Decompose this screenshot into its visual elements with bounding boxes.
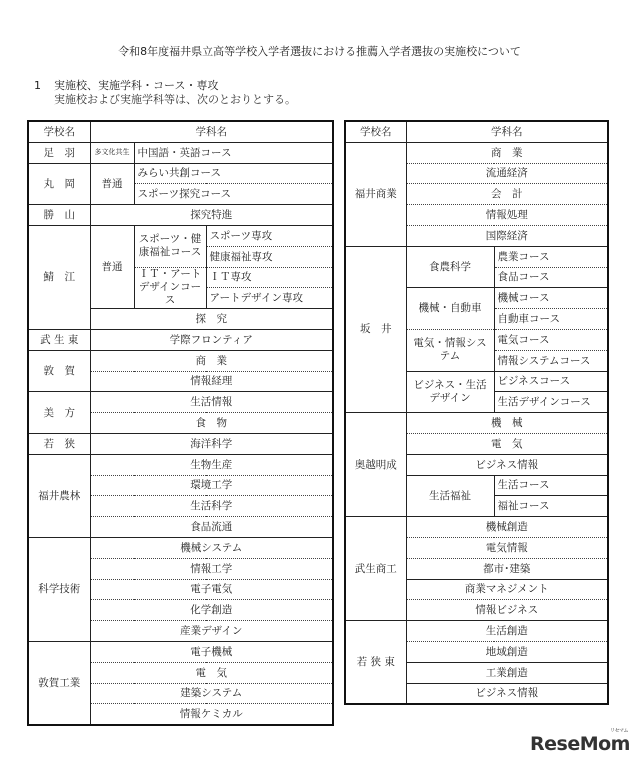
- course-name: ビジネスコース: [494, 371, 608, 392]
- dept-name: 電 気: [90, 662, 333, 683]
- dept-name: 海洋科学: [90, 433, 333, 454]
- logo-tag: リセマム: [610, 728, 628, 734]
- course-name: 福祉コース: [494, 496, 608, 517]
- table-row: [28, 329, 333, 350]
- section-1: [34, 79, 296, 107]
- dept-name: 化学創造: [90, 600, 333, 621]
- course-name: 食品コース: [494, 267, 608, 288]
- dept-name: 都市･建築: [406, 558, 608, 579]
- dept-name: 流通経済: [406, 163, 608, 184]
- course-name: 生活コース: [494, 475, 608, 496]
- table-row: [28, 205, 333, 226]
- school-name: 敦賀工業: [28, 641, 90, 725]
- header-dept: 学科名: [90, 121, 333, 142]
- table-row: [28, 225, 333, 246]
- major-name: 健康福祉専攻: [206, 246, 333, 267]
- school-name: 武生商工: [345, 517, 406, 621]
- dept-name: 商業マネジメント: [406, 579, 608, 600]
- dept-name: 探 究: [90, 309, 333, 330]
- table-row: [28, 350, 333, 371]
- dept-name: 生活科学: [90, 496, 333, 517]
- dept-name: 食品流通: [90, 517, 333, 538]
- table-row: [345, 142, 608, 163]
- table-row: [28, 433, 333, 454]
- course-name: 中国語・英語コース: [134, 142, 333, 163]
- dept-name: 情報ビジネス: [406, 600, 608, 621]
- school-name: 福井商業: [345, 142, 406, 246]
- major-name: アートデザイン専攻: [206, 288, 333, 309]
- dept-name: 情報ケミカル: [90, 704, 333, 725]
- header-dept: 学科名: [406, 121, 608, 142]
- school-name: 武 生 東: [28, 329, 90, 350]
- school-name: 奥越明成: [345, 413, 406, 517]
- logo-text: ReseMom: [530, 733, 630, 755]
- dept-name: 食 物: [90, 413, 333, 434]
- course-name: みらい共創コース: [134, 163, 333, 184]
- dept-name: 商 業: [406, 142, 608, 163]
- course-name: 電気コース: [494, 329, 608, 350]
- course-name: 自動車コース: [494, 309, 608, 330]
- school-name: 坂 井: [345, 246, 406, 412]
- dept-name: ビジネス情報: [406, 683, 608, 704]
- table-row: [28, 454, 333, 475]
- table-row: [345, 621, 608, 642]
- dept-name: 機械創造: [406, 517, 608, 538]
- dept-name: 工業創造: [406, 662, 608, 683]
- school-name: 鯖 江: [28, 225, 90, 329]
- school-name: 勝 山: [28, 205, 90, 226]
- dept-name: ビジネス情報: [406, 454, 608, 475]
- dept-group: ビジネス・生活デザイン: [406, 371, 494, 413]
- right-schools-table: [344, 120, 609, 705]
- section-number: 1: [34, 79, 41, 92]
- table-header: [345, 121, 608, 142]
- header-school: 学校名: [345, 121, 406, 142]
- major-name: スポーツ専攻: [206, 225, 333, 246]
- dept-name: 機 械: [406, 413, 608, 434]
- dept-group: 食農科学: [406, 246, 494, 288]
- school-name: 福井農林: [28, 454, 90, 537]
- dept-name: 普通: [90, 163, 134, 205]
- school-name: 丸 岡: [28, 163, 90, 205]
- dept-name: 情報工学: [90, 558, 333, 579]
- dept-name: 会 計: [406, 184, 608, 205]
- dept-name: 生活情報: [90, 392, 333, 413]
- section-heading: 実施校、実施学科・コース・専攻: [54, 79, 219, 92]
- dept-group: 生活福祉: [406, 475, 494, 517]
- school-name: 美 方: [28, 392, 90, 434]
- dept-name: 探究特進: [90, 205, 333, 226]
- dept-name: 情報処理: [406, 205, 608, 226]
- dept-name: 電 気: [406, 433, 608, 454]
- table-row: [28, 142, 333, 163]
- dept-name: 情報経理: [90, 371, 333, 392]
- table-row: [28, 641, 333, 662]
- school-name: 科学技術: [28, 537, 90, 641]
- dept-name: 電子機械: [90, 641, 333, 662]
- school-name: 敦 賀: [28, 350, 90, 392]
- course-group: スポーツ・健康福祉コース: [134, 225, 206, 267]
- header-school: 学校名: [28, 121, 90, 142]
- dept-name: 産業デザイン: [90, 621, 333, 642]
- course-name: 機械コース: [494, 288, 608, 309]
- resemom-logo: [530, 728, 630, 755]
- table-row: [345, 246, 608, 267]
- document-title: 令和8年度福井県立高等学校入学者選抜における推薦入学者選抜の実施校について: [118, 45, 521, 58]
- dept-name: 商 業: [90, 350, 333, 371]
- dept-name: 多文化共生: [90, 142, 134, 163]
- dept-name: 生活創造: [406, 621, 608, 642]
- dept-name: 生物生産: [90, 454, 333, 475]
- dept-name: 機械システム: [90, 537, 333, 558]
- dept-name: 電気情報: [406, 537, 608, 558]
- dept-name: 環境工学: [90, 475, 333, 496]
- dept-group: 機械・自動車: [406, 288, 494, 330]
- school-name: 足 羽: [28, 142, 90, 163]
- dept-name: 地域創造: [406, 641, 608, 662]
- school-name: 若 狭 東: [345, 621, 406, 705]
- table-row: [28, 537, 333, 558]
- table-row: [28, 163, 333, 184]
- dept-name: 電子電気: [90, 579, 333, 600]
- table-row: [345, 413, 608, 434]
- table-header: [28, 121, 333, 142]
- dept-name: 国際経済: [406, 225, 608, 246]
- course-name: スポーツ探究コース: [134, 184, 333, 205]
- major-name: ＩＴ専攻: [206, 267, 333, 288]
- section-text: 実施校および実施学科等は、次のとおりとする。: [54, 93, 296, 106]
- course-name: 情報システムコース: [494, 350, 608, 371]
- course-name: 生活デザインコース: [494, 392, 608, 413]
- course-name: 農業コース: [494, 246, 608, 267]
- school-name: 若 狭: [28, 433, 90, 454]
- dept-name: 学際フロンティア: [90, 329, 333, 350]
- left-schools-table: [27, 120, 334, 726]
- dept-name: 建築システム: [90, 683, 333, 704]
- table-row: [345, 517, 608, 538]
- dept-name: 普通: [90, 225, 134, 308]
- course-group: ＩＴ・アートデザインコース: [134, 267, 206, 309]
- dept-group: 電気・情報システム: [406, 329, 494, 371]
- table-row: [28, 392, 333, 413]
